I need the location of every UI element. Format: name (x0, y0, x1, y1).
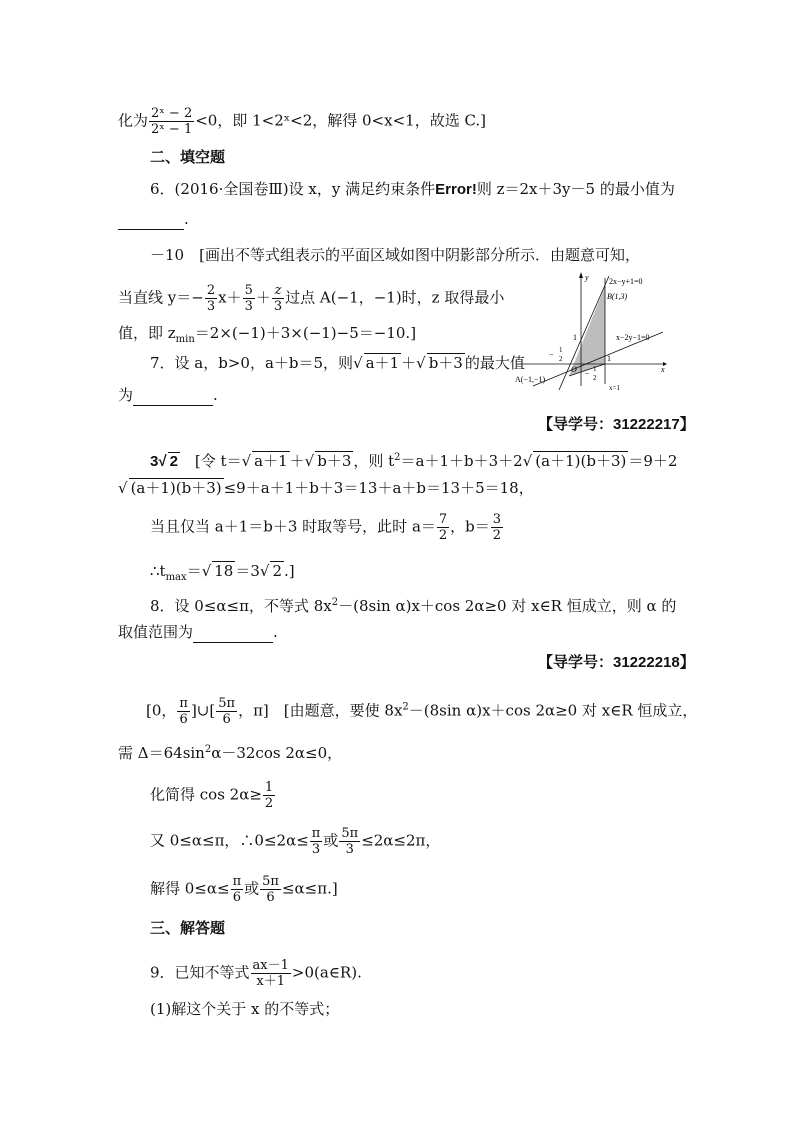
svg-text:B(1,3): B(1,3) (607, 292, 628, 301)
svg-text:x−2y−1=0: x−2y−1=0 (616, 333, 650, 342)
question-8: 8．设 0≤α≤π，不等式 $8x^2-(8\sin$ α)x＋cos 2α≥0 对 x∈R 恒成立，则 α 的 (150, 597, 677, 615)
solution-7-line-2: √ (a＋1)(b＋3) ≤9＋a＋1＋b＋3＝13＋a＋b＝13＋5＝18， (118, 477, 534, 499)
svg-text:x=1: x=1 (609, 384, 620, 392)
solution-8-line-5: 解得 0≤α≤ $\frac{\pi}{6}$ 或 $\frac{5\pi}{6}$ ≤α≤π.] (150, 874, 338, 905)
answer-blank (193, 642, 273, 643)
region-graph (513, 272, 683, 392)
svg-text:y: y (585, 273, 589, 282)
svg-text:1: 1 (559, 346, 563, 354)
question-6: 6．(2016·全国卷Ⅲ)设 x，y 满足约束条件Error!则 z＝2x＋3y－5 的最小值为 (150, 180, 675, 198)
svg-text:O: O (571, 365, 577, 374)
solution-8-line-4: 又 0≤α≤π，∴0≤2α≤ $\frac{\pi}{3}$ 或 $\frac{5\pi}{3}$ ≤2α≤2π， (150, 826, 441, 857)
solution-6-line-3: 值，即 $z_{min}=2\times(-1)+3\times(-1)-5=-10$.] (118, 324, 417, 345)
section-heading-3: 三、解答题 (150, 920, 226, 937)
solution-7-line-3: 当且仅当 a＋1＝b＋3 时取等号，此时 a＝ $\frac{7}{2}$ ，b＝ $\frac{3}{2}$ (150, 512, 502, 543)
svg-text:1: 1 (593, 365, 597, 373)
solution-8-line-2: 需 $\Delta=64\sin^2\alpha-32\cos$ 2α≤0， (118, 744, 343, 762)
section-heading-2: 二、填空题 (150, 149, 226, 166)
svg-text:2: 2 (593, 374, 597, 382)
shaded-region (569, 286, 605, 376)
solution-8-line-3: 化简得 cos 2α≥ $\frac{1}{2}$ (150, 780, 274, 811)
question-9-part-1: (1)解这个关于 x 的不等式； (150, 1000, 340, 1018)
fraction: $\frac{\text{2ˣ − 2}}{\text{2ˣ − 1}}$ (151, 106, 193, 137)
svg-text:2: 2 (559, 355, 563, 363)
answer-blank (118, 229, 184, 230)
question-7-blank: 为 . (118, 386, 218, 404)
guide-number-1: 【导学号：31222217】 (538, 416, 695, 433)
question-8-blank: 取值范围为 . (118, 623, 278, 641)
question-7: 7．设 a，b>0，a＋b＝5，则√ a＋1 ＋√ b＋3 的最大值 (150, 352, 525, 374)
solution-7-line-1: 3√ 2 [令 t＝√ a＋1 ＋√ b＋3 ，则 $t^2=a+1+b+3+2√$ (a＋1)(b＋3) ＝9＋2 (150, 447, 677, 473)
line-1: 化为 $\frac{\text{2ˣ − 2}}{\text{2ˣ − 1}}$ <0，即 1<2ˣ<2，解得 0<x<1，故选 C.] (118, 106, 487, 137)
guide-number-2: 【导学号：31222218】 (538, 654, 695, 671)
solution-7-line-4: $\therefore t_{max}=√$ 18 ＝3√ 2 .] (150, 560, 295, 589)
svg-text:2x−y+1=0: 2x−y+1=0 (609, 277, 643, 286)
answer-blank (133, 405, 213, 406)
svg-text:1: 1 (573, 333, 577, 342)
solution-6-line-1: －10 [画出不等式组表示的平面区域如图中阴影部分所示．由题意可知， (150, 246, 640, 264)
question-6-blank: . (118, 208, 189, 230)
svg-text:1: 1 (607, 354, 611, 363)
solution-8-line-1: [0， $\frac{\pi}{6}$ ]∪[ $\frac{5\pi}{6}$ ，π] [由题意，要使 $8x^2-(8\sin$ α)x＋cos 2α≥0 对 x∈R 恒成立， (146, 696, 698, 727)
svg-text:−: − (585, 369, 590, 378)
solution-6-line-2: 当直线 y＝− $\frac{2}{3}$ x＋ $\frac{5}{3}$ ＋ $\frac{z}{3}$ 过点 A(−1，−1)时，z 取得最小 (118, 283, 505, 314)
svg-text:−: − (549, 350, 554, 359)
question-9: 9．已知不等式 $\frac{ax-1}{x+1}$ >0(a∈R). (150, 958, 362, 989)
svg-text:x: x (661, 365, 665, 374)
svg-text:A(−1,−1): A(−1,−1) (515, 375, 546, 384)
